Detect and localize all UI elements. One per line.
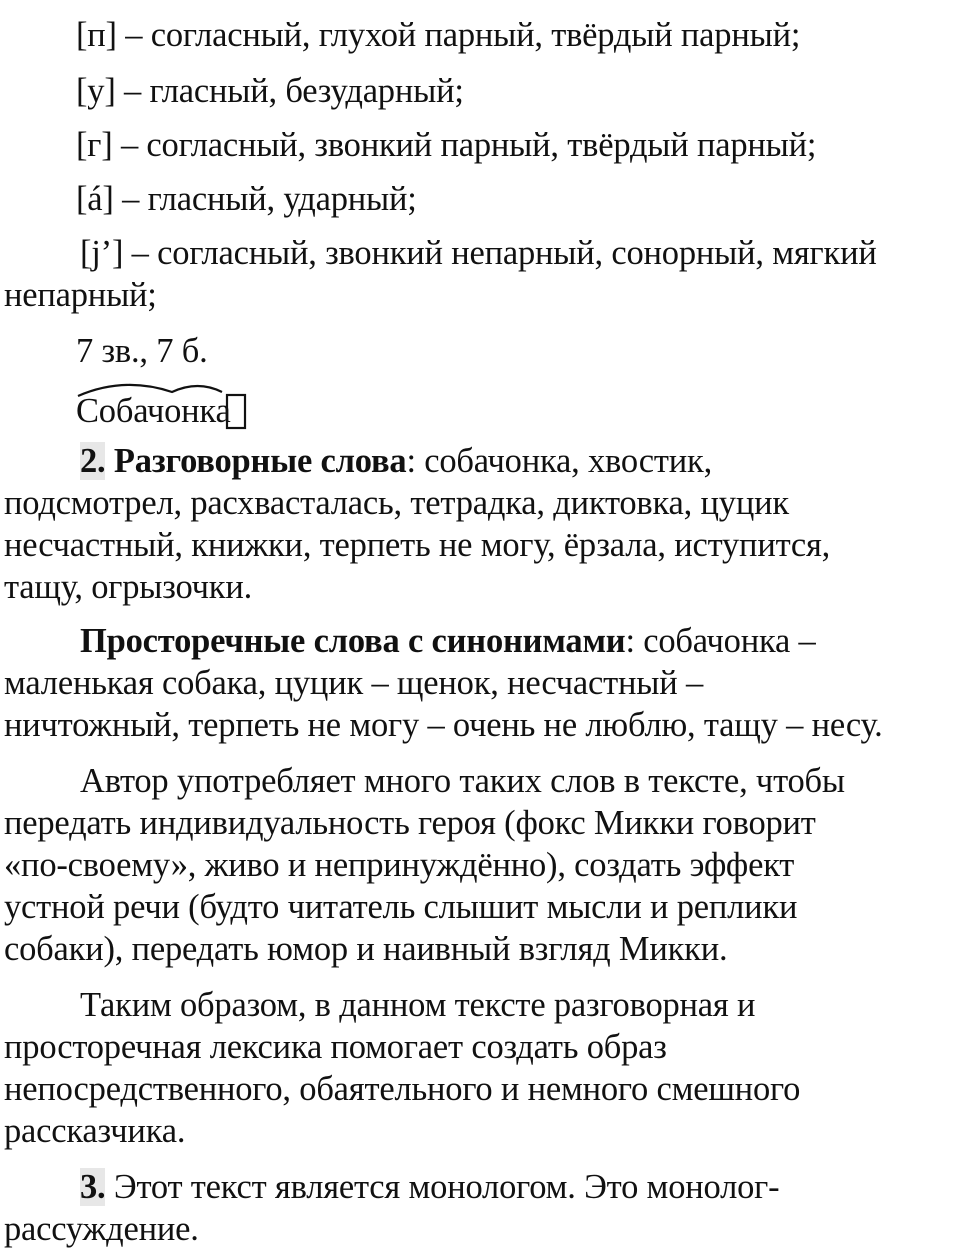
phonetic-line-a: [á] – гласный, ударный; — [76, 180, 417, 218]
section-3-paragraph — [4, 1166, 779, 1250]
section-2-heading-text: Разговорные слова — [113, 442, 407, 480]
morpheme-stem: Собачонк — [76, 392, 216, 430]
conclusion-line-2: просторечная лексика помогает создать образ — [4, 1028, 667, 1066]
phonetic-line-u: [у] – гласный, безударный; — [76, 72, 464, 110]
prostor-line-3: ничтожный, терпеть не могу – очень не люблю, тащу – несу. — [4, 706, 883, 744]
section-3-line-1-text: Этот текст является монологом. Это монолог- — [105, 1168, 780, 1206]
prostor-line-1 — [4, 620, 883, 662]
section-2-line-4: тащу, огрызочки. — [4, 568, 253, 606]
phonetic-j-line-1: [j’] – согласный, звонкий непарный, сонорный, мягкий — [80, 234, 877, 272]
prostor-line-1-text: : собачонка – — [625, 622, 816, 660]
morpheme-ending: а — [215, 392, 231, 430]
section-2-number: 2. — [80, 442, 106, 480]
sound-letter-count: 7 зв., 7 б. — [76, 332, 208, 370]
author-line-2: передать индивидуальность героя (фокс Микки говорит — [4, 804, 816, 842]
phonetic-j-line-2: непарный; — [4, 276, 157, 314]
section-3-line-1 — [4, 1166, 779, 1208]
section-3-number: 3. — [80, 1168, 106, 1206]
morpheme-marks — [76, 378, 316, 438]
author-line-1: Автор употребляет много таких слов в тексте, чтобы — [80, 762, 845, 800]
section-2-heading — [80, 442, 406, 480]
ending-box-icon — [227, 395, 245, 428]
section-2-line-3: несчастный, книжки, терпеть не могу, ёрзала, иступится, — [4, 526, 831, 564]
phonetic-line-j — [4, 232, 877, 316]
section-3-line-2: рассуждение. — [4, 1210, 199, 1248]
prostor-heading: Просторечные слова с синонимами — [80, 622, 626, 660]
phonetic-line-g: [г] – согласный, звонкий парный, твёрдый парный; — [76, 126, 817, 164]
root-arc-icon — [78, 385, 222, 396]
conclusion-line-1: Таким образом, в данном тексте разговорная и — [80, 986, 756, 1024]
author-line-3: «по-своему», живо и непринуждённо), создать эффект — [4, 846, 795, 884]
author-line-4: устной речи (будто читатель слышит мысли и реплики — [4, 888, 798, 926]
prostor-paragraph — [4, 620, 883, 746]
phonetic-line-p: [п] – согласный, глухой парный, твёрдый парный; — [76, 16, 801, 54]
section-2-paragraph — [4, 440, 830, 608]
conclusion-line-3: непосредственного, обаятельного и немного смешного — [4, 1070, 801, 1108]
morpheme-analysis — [76, 378, 316, 438]
conclusion-paragraph — [4, 984, 800, 1152]
author-line-5: собаки), передать юмор и наивный взгляд Микки. — [4, 930, 728, 968]
prostor-line-2: маленькая собака, цуцик – щенок, несчастный – — [4, 664, 704, 702]
section-2-line-1-text: : собачонка, хвостик, — [406, 442, 713, 480]
section-2-line-2: подсмотрел, расхвасталась, тетрадка, диктовка, цуцик — [4, 484, 789, 522]
conclusion-line-4: рассказчика. — [4, 1112, 186, 1150]
author-paragraph — [4, 760, 845, 970]
section-2-line-1 — [4, 440, 830, 482]
